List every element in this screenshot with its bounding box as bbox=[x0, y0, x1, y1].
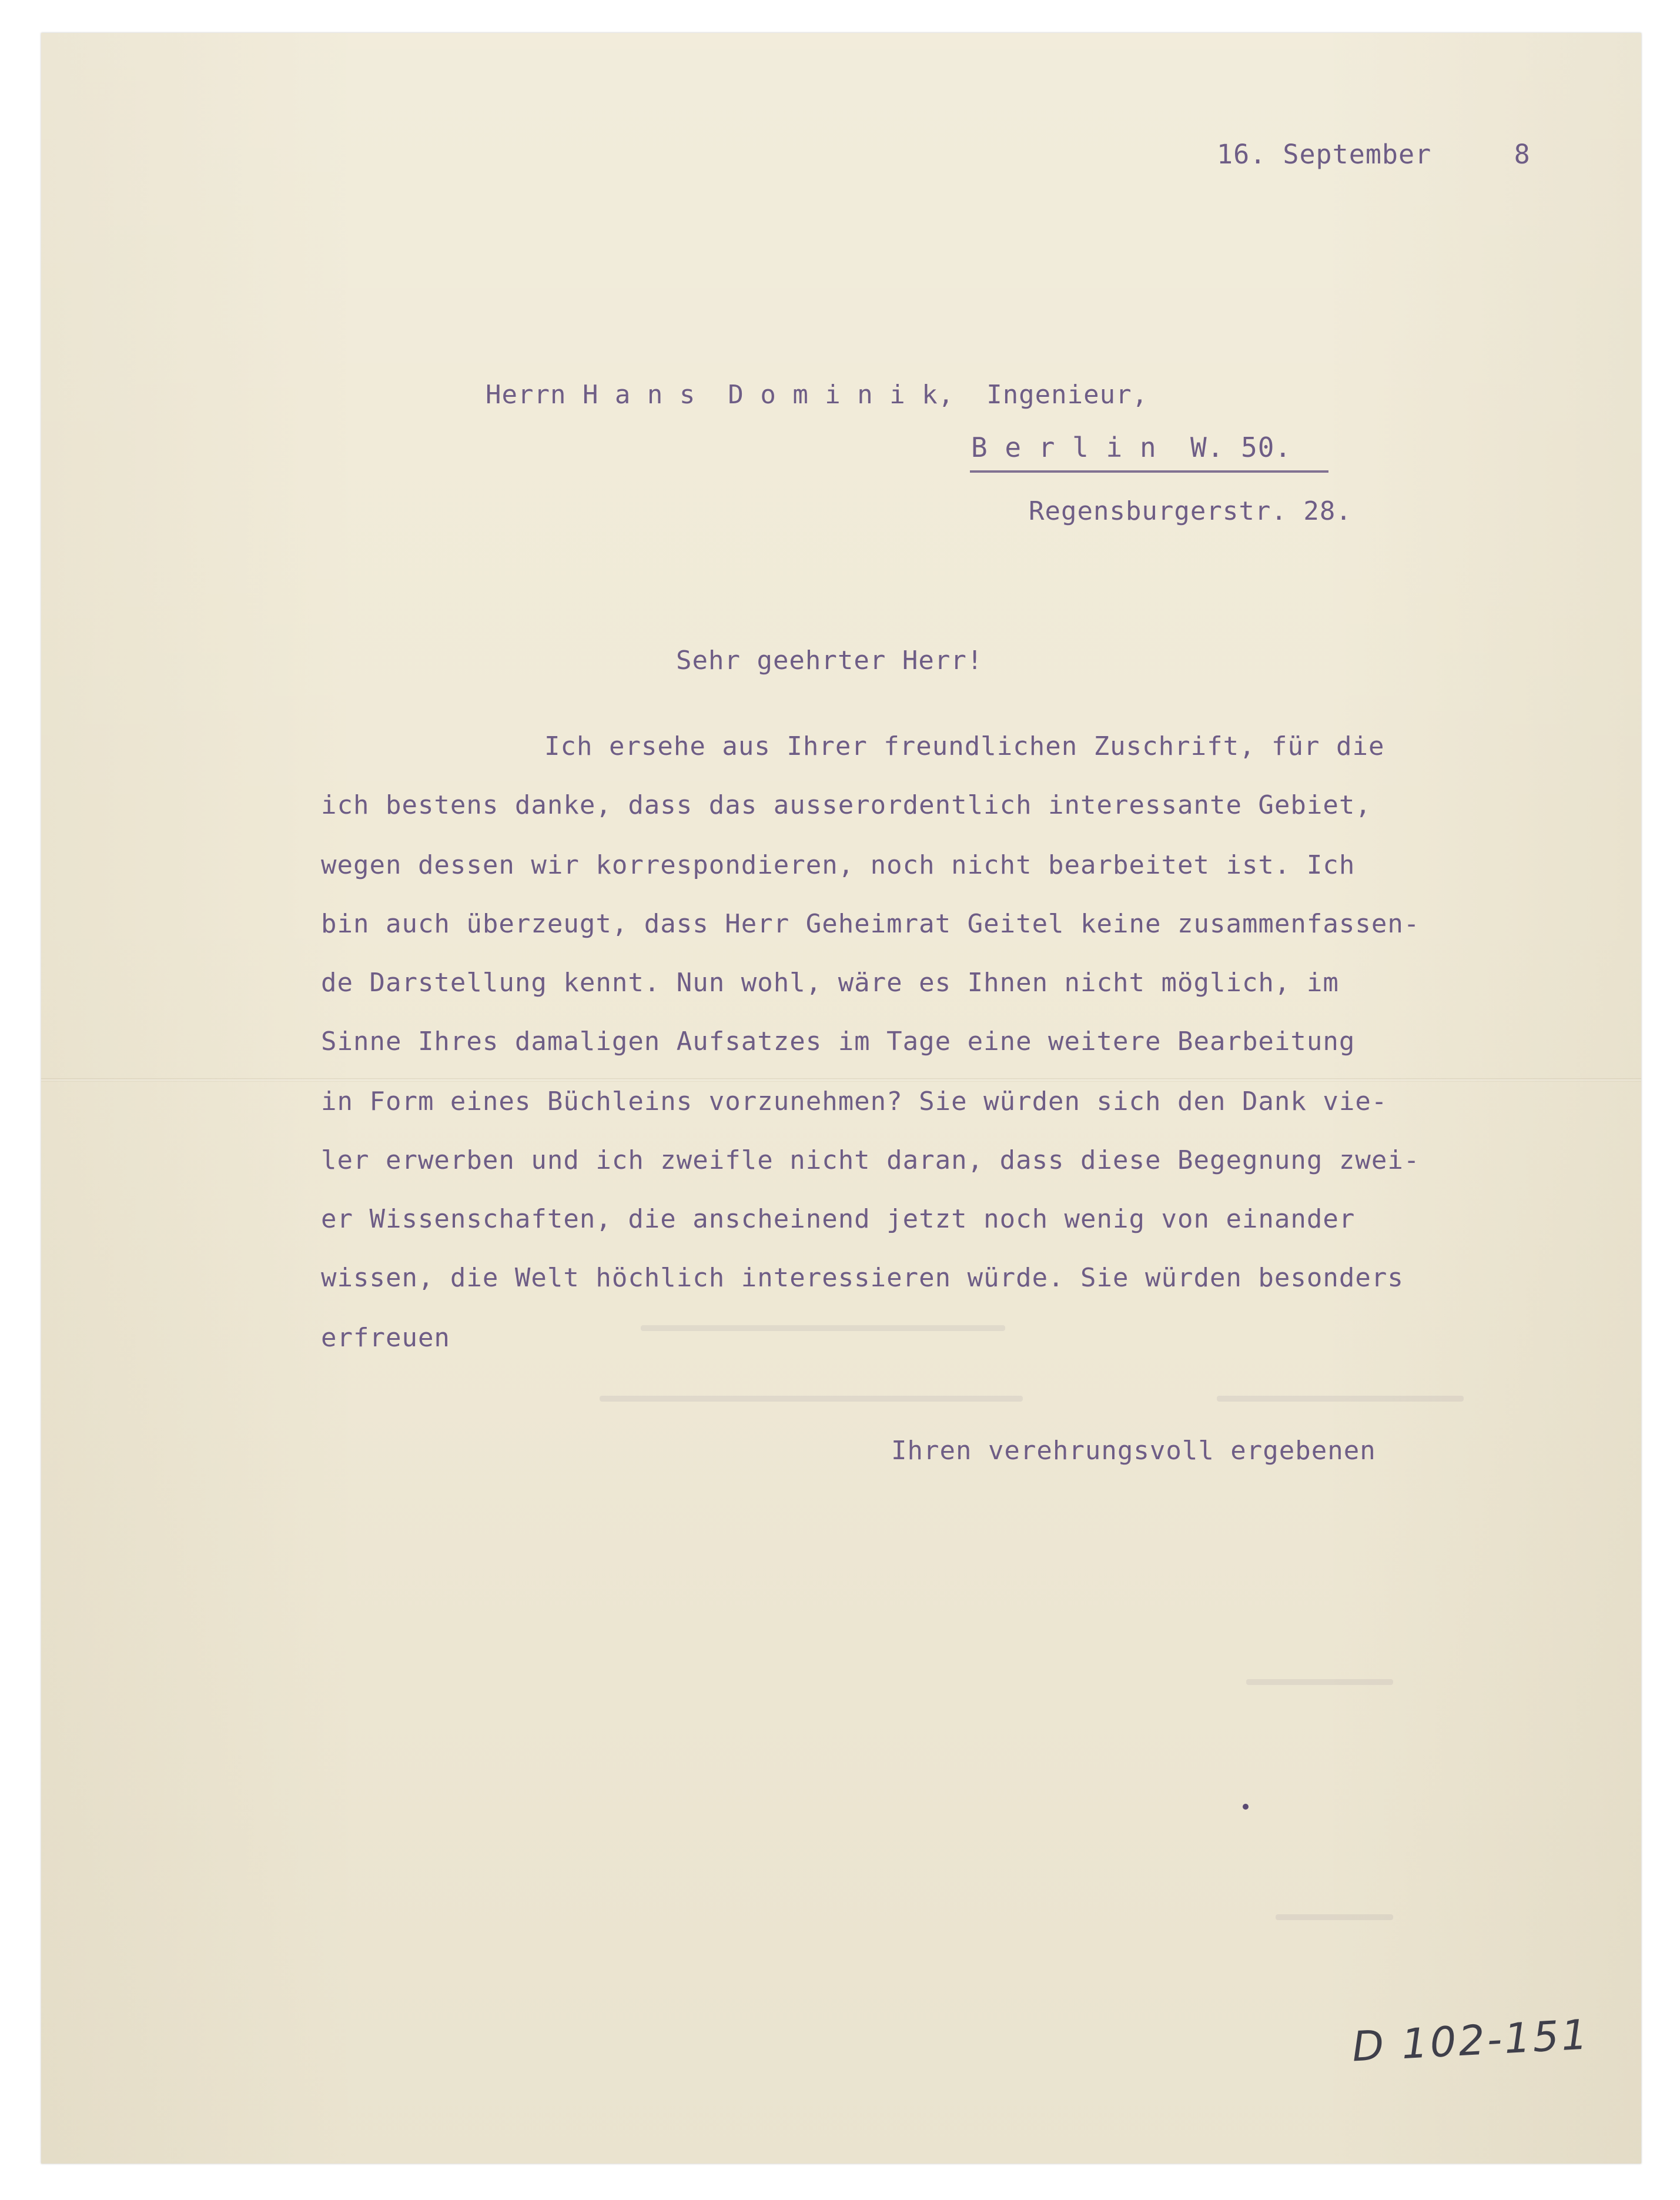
show-through-mark bbox=[1217, 1396, 1464, 1402]
show-through-mark bbox=[1246, 1679, 1393, 1685]
body-line: ler erwerben und ich zweifle nicht daran, dass diese Begegnung zwei- bbox=[321, 1145, 1420, 1175]
recipient-city-underline bbox=[970, 470, 1328, 473]
body-line: wissen, die Welt höchlich interessieren würde. Sie würden besonders bbox=[321, 1263, 1404, 1293]
body-line: Sinne Ihres damaligen Aufsatzes im Tage eine weitere Bearbeitung bbox=[321, 1027, 1356, 1056]
body-line: in Form eines Büchleins vorzunehmen? Sie würden sich den Dank vie- bbox=[321, 1086, 1388, 1116]
body-line: ich bestens danke, dass das ausserordentlich interessante Gebiet, bbox=[321, 790, 1371, 820]
recipient-street: Regensburgerstr. 28. bbox=[1029, 496, 1352, 526]
paper-fold-line bbox=[41, 1078, 1641, 1082]
show-through-mark bbox=[1276, 1914, 1393, 1920]
show-through-mark bbox=[641, 1325, 1005, 1331]
archive-signature-mark: D 102-151 bbox=[1351, 2010, 1591, 2071]
letter-date: 16. September 8 bbox=[1217, 139, 1531, 170]
salutation: Sehr geehrter Herr! bbox=[676, 646, 983, 676]
body-line: er Wissenschaften, die anscheinend jetzt noch wenig von einander bbox=[321, 1204, 1356, 1234]
recipient-name: Herrn H a n s D o m i n i k, Ingenieur, bbox=[486, 380, 1149, 410]
body-line: Ich ersehe aus Ihrer freundlichen Zuschrift, für die bbox=[544, 731, 1385, 761]
recipient-city: B e r l i n W. 50. bbox=[971, 432, 1292, 463]
body-line: erfreuen bbox=[321, 1323, 450, 1353]
body-line: wegen dessen wir korrespondieren, noch nicht bearbeitet ist. Ich bbox=[321, 850, 1356, 880]
body-line: bin auch überzeugt, dass Herr Geheimrat Geitel keine zusammenfassen- bbox=[321, 909, 1420, 939]
ink-speck bbox=[1243, 1804, 1249, 1810]
show-through-mark bbox=[600, 1396, 1023, 1402]
body-line: de Darstellung kennt. Nun wohl, wäre es Ihnen nicht möglich, im bbox=[321, 968, 1339, 998]
closing: Ihren verehrungsvoll ergebenen bbox=[891, 1436, 1376, 1466]
